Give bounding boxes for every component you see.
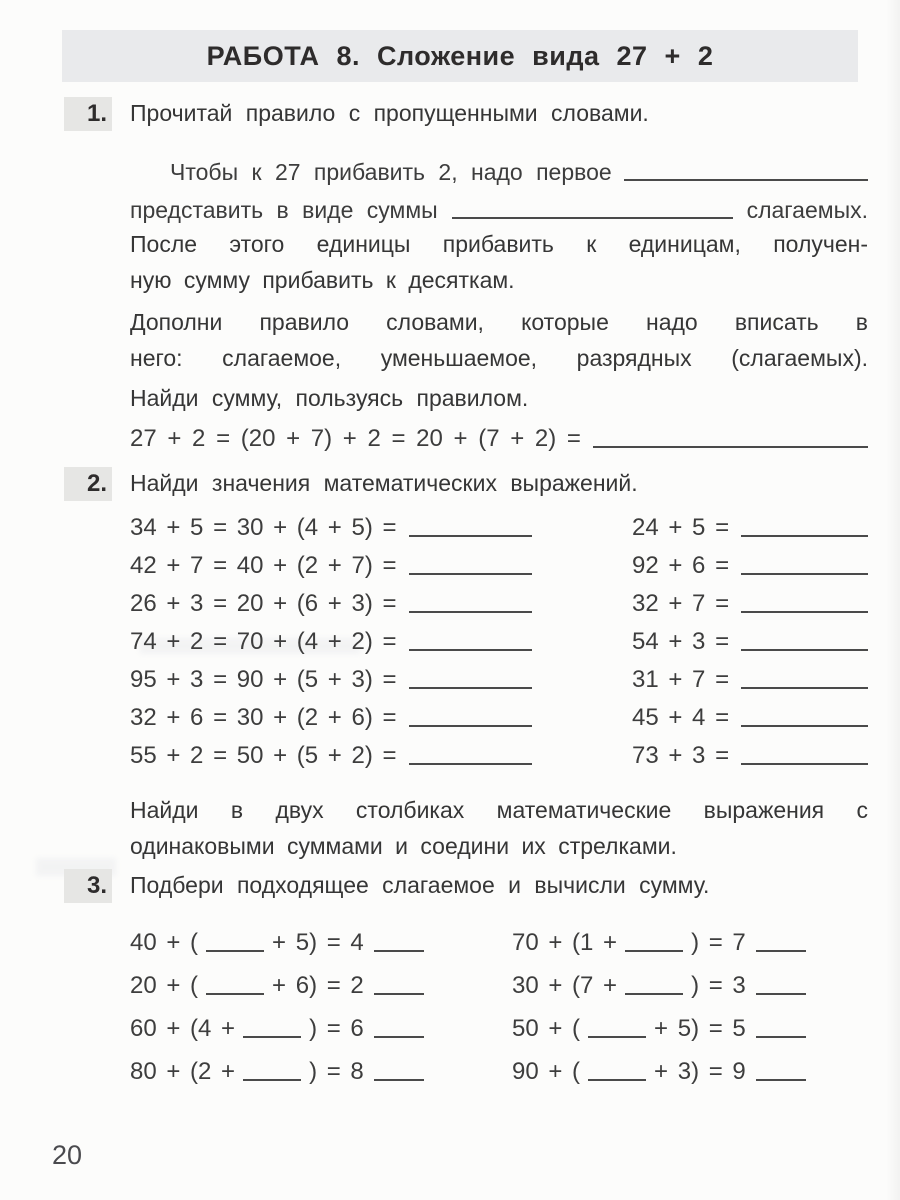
answer-blank (624, 179, 868, 181)
expression-text: ) = 6 (309, 1015, 364, 1042)
exercise-2-number: 2. (64, 467, 112, 501)
answer-blank (206, 993, 264, 995)
answer-blank (741, 763, 868, 765)
answer-blank (409, 725, 532, 727)
expression-row (632, 543, 868, 581)
expression-row (632, 619, 868, 657)
expression-row (130, 733, 532, 771)
expression-text: 31 + 7 = (632, 666, 730, 693)
answer-blank (452, 217, 733, 219)
answer-blank (588, 1036, 646, 1038)
answer-blank (409, 611, 532, 613)
expression-row (632, 657, 868, 695)
answer-blank (409, 535, 532, 537)
expression-row (632, 733, 868, 771)
rule-line-3: После этого единицы прибавить к единицам, получен- (130, 231, 868, 257)
answer-blank (741, 535, 868, 537)
expression-row (130, 581, 532, 619)
expression-text: 30 + (7 + (512, 972, 618, 999)
expression-row (130, 915, 505, 958)
expression-text: 20 + ( (130, 972, 199, 999)
expression-row (130, 958, 505, 1001)
expression-row (632, 581, 868, 619)
answer-blank (409, 649, 532, 651)
expression-row (632, 505, 868, 543)
expression-row (512, 1001, 872, 1044)
rule-line-2 (130, 193, 868, 225)
expression-row (130, 1044, 505, 1087)
rule-line-4: ную сумму прибавить к десяткам. (130, 267, 515, 293)
expression-text: 80 + (2 + (130, 1058, 236, 1085)
answer-blank (243, 1036, 301, 1038)
exercise-2-followup-line-1: Найди в двух столбиках математические выражения с (130, 797, 868, 823)
expression-text: + 3) = 9 (654, 1058, 746, 1085)
exercise-2-left-column (130, 505, 532, 771)
answer-blank (741, 725, 868, 727)
answer-blank (741, 611, 868, 613)
hint-line-1: Дополни правило словами, которые надо вписать в (130, 309, 868, 335)
equation-text: 27 + 2 = (20 + 7) + 2 = 20 + (7 + 2) = (130, 425, 581, 452)
rule-line-1 (130, 155, 868, 187)
expression-text: 60 + (4 + (130, 1015, 236, 1042)
exercise-3-number: 3. (64, 869, 112, 903)
answer-blank (409, 573, 532, 575)
expression-row (130, 1001, 505, 1044)
expression-text: + 6) = 2 (272, 972, 364, 999)
worksheet-title-band (62, 30, 858, 82)
answer-blank (593, 446, 868, 448)
expression-row (632, 695, 868, 733)
rule-line-1-text: Чтобы к 27 прибавить 2, надо первое (170, 159, 612, 185)
answer-blank (243, 1079, 301, 1081)
answer-blank (741, 573, 868, 575)
exercise-1-task: Найди сумму, пользуясь правилом. (130, 385, 529, 411)
expression-text: 42 + 7 = 40 + (2 + 7) = (130, 552, 397, 579)
equation-row (130, 420, 868, 454)
expression-text: 40 + ( (130, 929, 199, 956)
page-title: РАБОТА 8. Сложение вида 27 + 2 (206, 40, 714, 71)
expression-row (130, 695, 532, 733)
answer-blank (374, 1079, 424, 1081)
answer-blank (374, 993, 424, 995)
expression-text: 26 + 3 = 20 + (6 + 3) = (130, 590, 397, 617)
expression-row (130, 619, 532, 657)
expression-text: 73 + 3 = (632, 742, 730, 769)
expression-text: 90 + ( (512, 1058, 581, 1085)
answer-blank (374, 950, 424, 952)
exercise-2-prompt: Найди значения математических выражений. (130, 470, 638, 496)
exercise-2-followup-line-2: одинаковыми суммами и соедини их стрелками. (130, 833, 677, 859)
expression-row (512, 915, 872, 958)
page-number: 20 (52, 1140, 83, 1170)
rule-line-2-end: слагаемых. (746, 197, 868, 223)
expression-text: ) = 8 (309, 1058, 364, 1085)
answer-blank (409, 763, 532, 765)
expression-row (512, 1044, 872, 1087)
expression-text: 92 + 6 = (632, 552, 730, 579)
answer-blank (374, 1036, 424, 1038)
rule-line-2-start: представить в виде суммы (130, 197, 438, 223)
expression-text: 32 + 6 = 30 + (2 + 6) = (130, 704, 397, 731)
answer-blank (741, 687, 868, 689)
exercise-1-number: 1. (64, 97, 112, 131)
exercise-3-left-column (130, 915, 505, 1087)
expression-text: 95 + 3 = 90 + (5 + 3) = (130, 666, 397, 693)
expression-row (512, 958, 872, 1001)
hint-line-2: него: слагаемое, уменьшаемое, разрядных (слагаемых). (130, 345, 868, 371)
expression-text: ) = 3 (691, 972, 746, 999)
answer-blank (756, 950, 806, 952)
exercise-3-prompt: Подбери подходящее слагаемое и вычисли сумму. (130, 872, 710, 898)
expression-text: 50 + ( (512, 1015, 581, 1042)
expression-text: + 5) = 5 (654, 1015, 746, 1042)
expression-text: 34 + 5 = 30 + (4 + 5) = (130, 514, 397, 541)
expression-text: 54 + 3 = (632, 628, 730, 655)
exercise-1-prompt: Прочитай правило с пропущенными словами. (130, 100, 649, 126)
expression-text: 24 + 5 = (632, 514, 730, 541)
answer-blank (588, 1079, 646, 1081)
answer-blank (625, 993, 683, 995)
answer-blank (756, 1036, 806, 1038)
expression-text: 70 + (1 + (512, 929, 618, 956)
exercise-2-right-column (632, 505, 868, 771)
expression-text: 45 + 4 = (632, 704, 730, 731)
expression-text: 32 + 7 = (632, 590, 730, 617)
answer-blank (206, 950, 264, 952)
expression-text: + 5) = 4 (272, 929, 364, 956)
expression-text: ) = 7 (691, 929, 746, 956)
expression-row (130, 505, 532, 543)
answer-blank (625, 950, 683, 952)
expression-text: 74 + 2 = 70 + (4 + 2) = (130, 628, 397, 655)
answer-blank (756, 1079, 806, 1081)
answer-blank (741, 649, 868, 651)
expression-text: 55 + 2 = 50 + (5 + 2) = (130, 742, 397, 769)
expression-row (130, 543, 532, 581)
exercise-3-right-column (512, 915, 872, 1087)
expression-row (130, 657, 532, 695)
answer-blank (756, 993, 806, 995)
answer-blank (409, 687, 532, 689)
